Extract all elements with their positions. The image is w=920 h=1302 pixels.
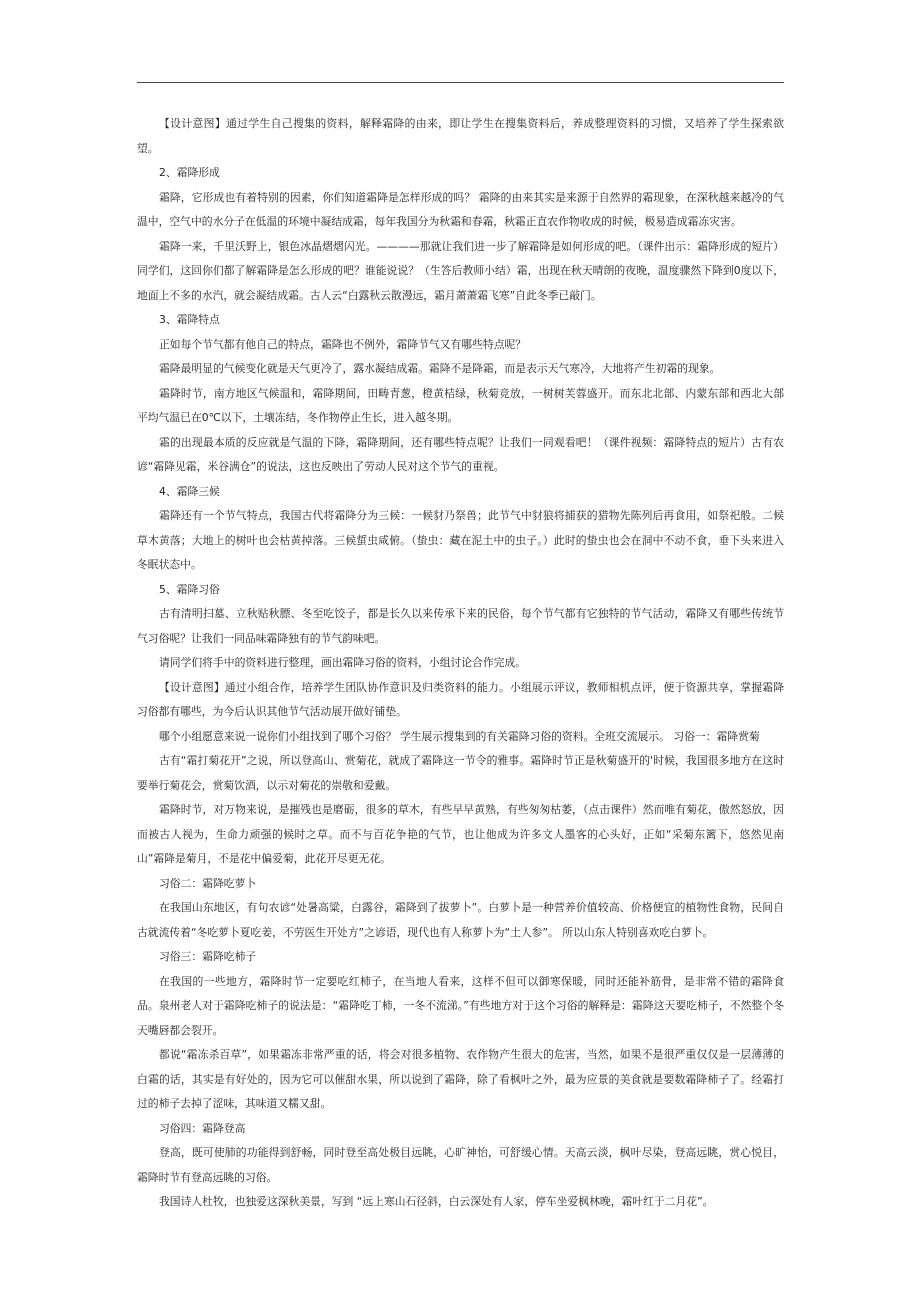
paragraph-custom-1-a: 古有“霜打菊花开”之说，所以登高山、赏菊花，就成了霜降这一节令的雅事。霜降时节正是秋菊盛开的'时候，我国很多地方在这时要举行菊花会，赏菊饮酒，以示对菊花的崇敬和爱戴。 (137, 754, 784, 792)
paragraph-custom-1-intro: 哪个小组愿意来说一说你们小组找到了哪个习俗？ 学生展示搜集到的有关霜降习俗的资料。全班交流展示。 习俗一：霜降赏菊 (159, 729, 760, 743)
section-heading-features: 3、霜降特点 (159, 313, 220, 326)
paragraph-formation-2: 霜降一来，千里沃野上，银色冰晶熠熠闪光。————那就让我们进一步了解霜降是如何形成的吧。（课件出示：霜降形成的短片）同学们，这回你们都了解霜降是怎么形成的吧？谁能说说？（生答后教师小结）霜，出现在秋天晴朗的夜晚，温度骤然下降到0度以下，地面上不多的水汽，就会凝结成霜。古人云“白露秋云散漫远，霜月萧萧霜飞寒”自此冬季已敲门。 (137, 239, 784, 302)
paragraph-customs-task: 请同学们将手中的资料进行整理，画出霜降习俗的资料，小组讨论合作完成。 (159, 656, 527, 669)
design-intent-1: 【设计意图】通过学生自己搜集的资料，解释霜降的由来，即让学生在搜集资料后，养成整理资料的习惯，又培养了学生探索欲望。 (137, 117, 784, 155)
paragraph-features-4: 霜的出现最本质的反应就是气温的下降，霜降期间，还有哪些特点呢？让我们一同观看吧！（课件视频：霜降特点的短片）古有农谚“霜降见霜，米谷满仓”的说法，这也反映出了劳动人民对这个节气的重视。 (137, 435, 784, 473)
paragraph-customs-intro: 古有清明扫墓、立秋贴秋膘、冬至吃饺子，都是长久以来传承下来的民俗，每个节气都有它独特的节气活动，霜降又有哪些传统节气习俗呢？让我们一同品味霜降独有的节气韵味吧。 (137, 607, 784, 645)
header-rule (137, 82, 784, 83)
paragraph-features-2: 霜降最明显的气候变化就是天气更冷了，露水凝结成霜。霜降不是降霜，而是表示天气寒冷，大地将产生初霜的现象。 (159, 362, 721, 375)
custom-heading-radish: 习俗二：霜降吃萝卜 (159, 876, 257, 890)
paragraph-custom-1-b: 霜降时节，对万物来说，是摧残也是磨砺，很多的草木，有些早早黄熟，有些匆匆枯萎，（点击课件）然而唯有菊花，傲然怒放，因而被古人视为，生命力顽强的候时之草。而不与百花争艳的气节，也让他成为许多文人墨客的心头好，正如“采菊东篱下，悠然见南山”霜降是菊月，不是花中偏爱菊，此花开尽更无花。 (137, 803, 784, 865)
paragraph-three-phases: 霜降还有一个节气特点，我国古代将霜降分为三候：一候豺乃祭兽；此节气中豺狼将捕获的猎物先陈列后再食用，如祭祀般。二候草木黄落；大地上的树叶也会枯黄掉落。三候蜇虫咸俯。（蛰虫：藏在泥土中的虫子。）此时的蛰虫也会在洞中不动不食，垂下头来进入冬眠状态中。 (137, 509, 784, 571)
paragraph-custom-persimmon-2: 都说“霜冻杀百草”，如果霜冻非常严重的话，将会对很多植物、农作物产生很大的危害，当然，如果不是很严重仅仅是一层薄薄的白霜的话，其实是有好处的，因为它可以催甜水果，所以说到了霜降，除了看枫叶之外，最为应景的美食就是要数霜降柿子了。经霜打过的柿子去掉了涩味，其味道又糯又甜。 (137, 1048, 784, 1110)
paragraph-custom-climbing: 登高，既可使肺的功能得到舒畅，同时登至高处极目远眺，心旷神怡，可舒缓心情。天高云淡，枫叶尽染，登高远眺，赏心悦目，霜降时节有登高远眺的习俗。 (137, 1146, 784, 1184)
design-intent-2: 【设计意图】通过小组合作，培养学生团队协作意识及归类资料的能力。小组展示评议，教师相机点评，便于资源共享，掌握霜降习俗都有哪些，为今后认识其他节气活动展开做好铺垫。 (137, 680, 784, 718)
paragraph-du-mu-poem: 我国诗人杜牧，也独爱这深秋美景，写到 “远上寒山石径斜，白云深处有人家，停车坐爱枫林晚，霜叶红于二月花”。 (159, 1195, 714, 1208)
paragraph-features-3: 霜降时节，南方地区气候温和，霜降期间，田畴青葱，橙黄桔绿，秋菊竞放，一树树芙蓉盛开。而东北北部、内蒙东部和西北大部平均气温已在0℃以下，土壤冻结，冬作物停止生长，进入越冬期。 (137, 386, 784, 424)
custom-heading-persimmon: 习俗三：霜降吃柿子 (159, 950, 257, 963)
document-body (137, 112, 784, 1215)
paragraph-features-1: 正如每个节气都有他自己的特点，霜降也不例外，霜降节气又有哪些特点呢？ (159, 337, 527, 351)
paragraph-custom-persimmon-1: 在我国的一些地方，霜降时节一定要吃红柿子，在当地人看来，这样不但可以御寒保暖，同时还能补筋骨，是非常不错的霜降食品。泉州老人对于霜降吃柿子的说法是：“霜降吃丁柿，一冬不流涕。”有些地方对于这个习俗的解释是：霜降这天要吃柿子，不然整个冬天嘴唇都会裂开。 (137, 974, 784, 1037)
section-heading-three-phases: 4、霜降三候 (159, 484, 220, 498)
paragraph-custom-radish: 在我国山东地区，有句农谚“处暑高粱，白露谷，霜降到了拔萝卜”。白萝卜是一种营养价值较高、价格便宜的植物性食物，民间自古就流传着“冬吃萝卜夏吃姜，不劳医生开处方”之谚语，现代也有人称萝卜为“土人参”。 所以山东人特别喜欢吃白萝卜。 (137, 901, 784, 939)
paragraph-formation-1: 霜降，它形成也有着特别的因素，你们知道霜降是怎样形成的吗？ 霜降的由来其实是来源于自然界的霜现象，在深秋越来越冷的气温中，空气中的水分子在低温的环境中凝结成霜，每年我国分为秋霜和春霜，秋霜正直农作物收成的时候，极易造成霜冻灾害。 (137, 190, 784, 228)
section-heading-customs: 5、霜降习俗 (159, 582, 220, 596)
custom-heading-climbing: 习俗四：霜降登高 (159, 1121, 246, 1135)
section-heading-formation: 2、霜降形成 (159, 166, 220, 179)
